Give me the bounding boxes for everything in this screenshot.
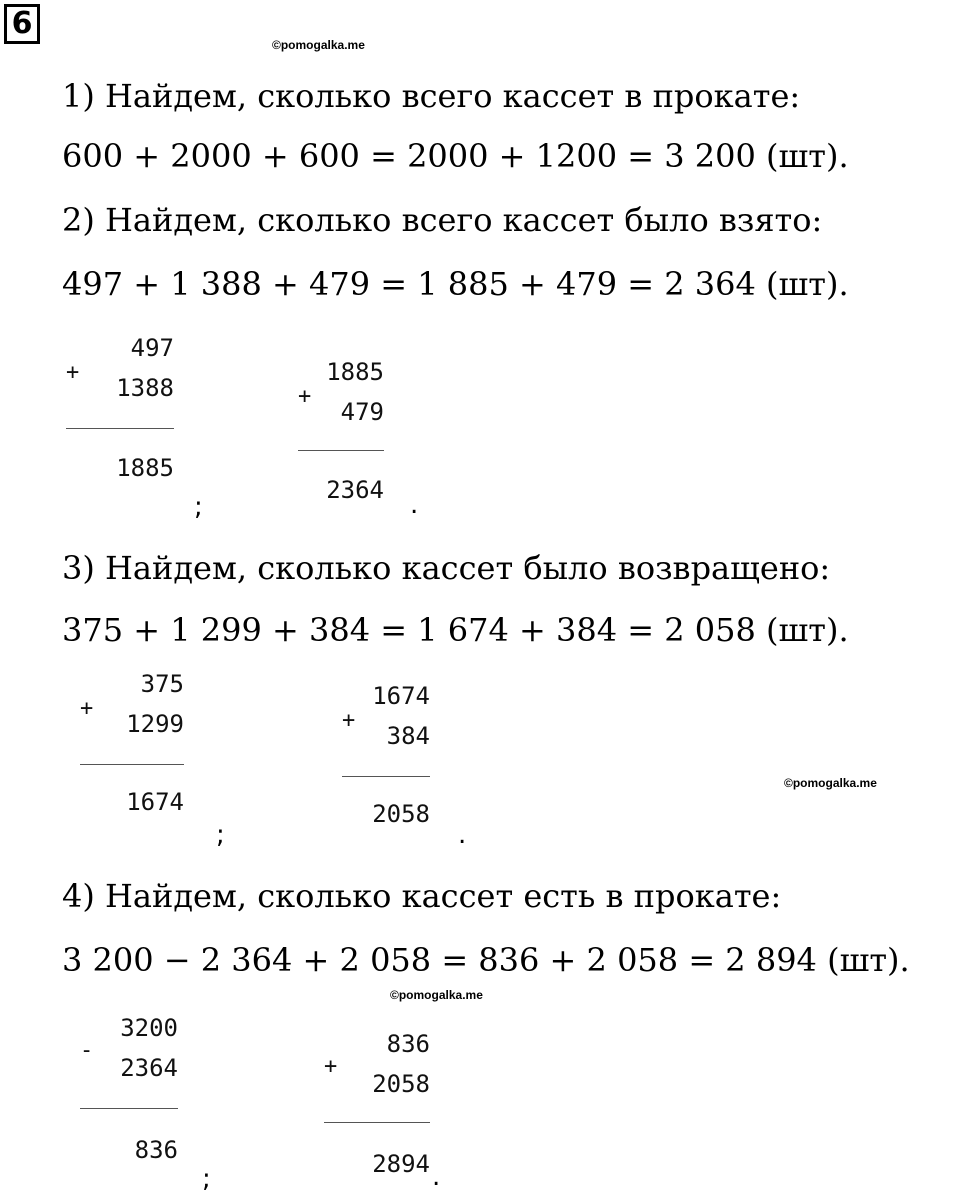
column-end-2b: . — [410, 490, 419, 520]
column-addition-3b — [340, 680, 430, 840]
operator-sign: + — [342, 708, 356, 733]
column-separator-3a: ; — [216, 820, 225, 850]
column-rule — [342, 776, 430, 777]
step-3-equation: 375 + 1 299 + 384 = 1 674 + 384 = 2 058 (шт). — [62, 611, 849, 649]
column-separator-4a: ; — [202, 1164, 211, 1194]
column-rule — [324, 1122, 430, 1123]
operator-sign: + — [298, 384, 312, 409]
step-2-heading: 2) Найдем, сколько всего кассет было взято: — [62, 201, 823, 239]
column-bottom-number: 2058 — [372, 1070, 430, 1098]
step-3-heading: 3) Найдем, сколько кассет было возвращено: — [62, 549, 831, 587]
column-addition-3a — [78, 668, 184, 828]
column-end-3b: . — [458, 820, 467, 850]
column-bottom-number: 479 — [340, 398, 384, 426]
column-top-number: 1885 — [326, 358, 384, 386]
step-2-equation: 497 + 1 388 + 479 = 1 885 + 479 = 2 364 (шт). — [62, 265, 849, 303]
column-result: 836 — [134, 1136, 178, 1164]
step-4-equation: 3 200 − 2 364 + 2 058 = 836 + 2 058 = 2 894 (шт). — [62, 941, 910, 979]
task-number-badge: 6 — [4, 4, 40, 44]
column-rule — [80, 1108, 178, 1109]
column-result: 2364 — [326, 476, 384, 504]
watermark-middle: ©pomogalka.me — [784, 776, 877, 790]
column-bottom-number: 384 — [386, 722, 430, 750]
column-result: 2894 — [372, 1150, 430, 1178]
operator-sign: + — [66, 360, 80, 385]
watermark-top: ©pomogalka.me — [272, 38, 365, 52]
operator-sign: + — [80, 696, 94, 721]
step-1-equation: 600 + 2000 + 600 = 2000 + 1200 = 3 200 (шт). — [62, 137, 849, 175]
column-result: 2058 — [372, 800, 430, 828]
column-end-4b: . — [432, 1162, 441, 1192]
operator-sign: - — [80, 1038, 94, 1063]
column-result: 1674 — [126, 788, 184, 816]
column-top-number: 375 — [140, 670, 184, 698]
step-1-heading: 1) Найдем, сколько всего кассет в прокате: — [62, 77, 801, 115]
step-4-heading: 4) Найдем, сколько кассет есть в прокате: — [62, 877, 782, 915]
column-bottom-number: 2364 — [120, 1054, 178, 1082]
column-separator-2a: ; — [194, 492, 203, 522]
watermark-bottom: ©pomogalka.me — [390, 988, 483, 1002]
column-result: 1885 — [116, 454, 174, 482]
column-top-number: 3200 — [120, 1014, 178, 1042]
column-top-number: 1674 — [372, 682, 430, 710]
column-rule — [298, 450, 384, 451]
column-addition-2a — [62, 330, 174, 490]
column-rule — [80, 764, 184, 765]
column-bottom-number: 1388 — [116, 374, 174, 402]
operator-sign: + — [324, 1054, 338, 1079]
column-rule — [66, 428, 174, 429]
column-subtraction-4a — [78, 1012, 178, 1172]
column-addition-4b — [322, 1028, 430, 1188]
column-bottom-number: 1299 — [126, 710, 184, 738]
column-addition-2b — [296, 356, 384, 516]
column-top-number: 497 — [130, 334, 174, 362]
column-top-number: 836 — [386, 1030, 430, 1058]
